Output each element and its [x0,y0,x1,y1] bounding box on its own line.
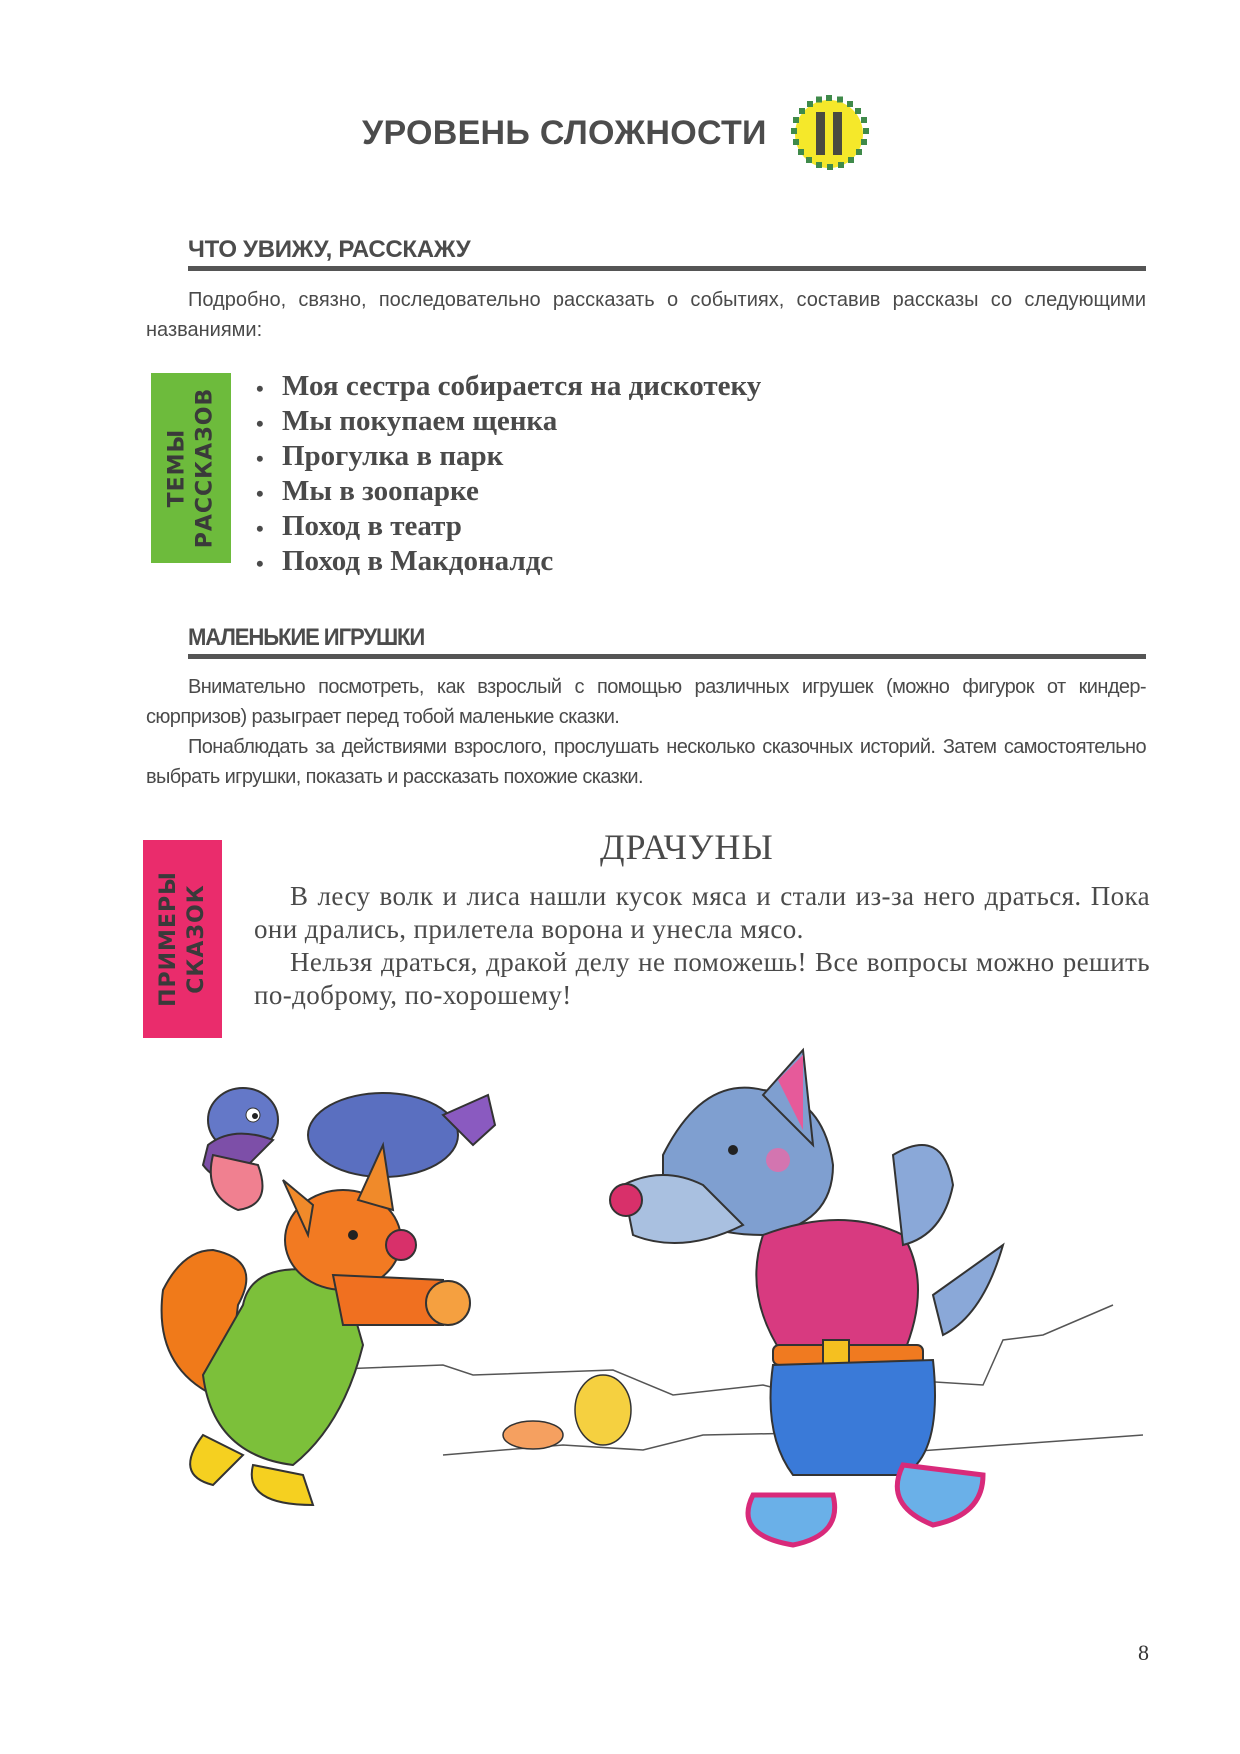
bullet-icon: • [256,375,264,401]
list-item [256,545,761,580]
side-tab-story-topics [151,373,231,563]
crow-fox-wolf-illustration-icon [143,1035,1143,1615]
side-tab-line1: ТЕМЫ [164,428,189,508]
story-topics-list [256,370,761,581]
level-two-badge-icon [779,95,879,195]
story-illustration [143,1035,1143,1615]
side-tab-line2: РАССКАЗОВ [192,387,217,549]
section1-intro [146,285,1146,345]
topic-text: Моя сестра собирается на дискотеку [282,370,762,402]
story-text [254,880,1150,1012]
side-tab-label [155,871,211,1007]
paragraph: Нельзя драться, дракой делу не поможешь! Все вопросы можно решить по-доброму, по-хорошему! [254,947,1150,1010]
section-heading-small-toys [188,624,1146,659]
bullet-icon: • [256,551,264,577]
topic-text: Поход в театр [282,510,462,543]
topic-text: Поход в Макдоналдс [282,545,554,578]
section-heading-what-i-see [188,236,1146,271]
paragraph: Внимательно посмотреть, как взрослый с помощью различных игрушек (можно фигурок от киндер-сюрпризов) разыграет перед тобой маленькие сказки. [146,676,1146,728]
fox [162,1145,470,1505]
wolf [610,1050,1003,1545]
story-title: ДРАЧУНЫ [600,827,774,867]
list-item [256,510,761,545]
list-item [256,405,761,440]
list-item [256,370,761,405]
bullet-icon: • [256,480,264,506]
bullet-icon: • [256,445,264,471]
page-number: 8 [1138,1640,1149,1665]
side-tab-tale-examples [143,840,222,1038]
level-badge [779,95,879,195]
paragraph: Подробно, связно, последовательно рассказать о событиях, составив рассказы со следующими названиями: [146,289,1146,341]
topic-text: Прогулка в парк [282,440,504,473]
bullet-icon: • [256,410,264,436]
section-heading-text: МАЛЕНЬКИЕ ИГРУШКИ [188,624,425,651]
bullet-icon: • [256,515,264,541]
topic-text: Мы покупаем щенка [282,405,558,438]
level-title: УРОВЕНЬ СЛОЖНОСТИ [362,114,767,152]
paragraph: В лесу волк и лиса нашли кусок мяса и стали из-за него драться. Пока они дрались, прилетела ворона и унесла мясо. [254,881,1150,944]
side-tab-line2: СКАЗОК [183,884,209,994]
list-item [256,475,761,510]
list-item [256,440,761,475]
section2-text [146,672,1146,792]
topic-text: Мы в зоопарке [282,475,479,508]
paragraph: Понаблюдать за действиями взрослого, прослушать несколько сказочных историй. Затем самостоятельно выбрать игрушки, показать и рассказать похожие сказки. [146,736,1146,788]
section-heading-text: ЧТО УВИЖУ, РАССКАЖУ [188,236,471,263]
side-tab-label [163,388,219,549]
side-tab-line1: ПРИМЕРЫ [155,871,181,1007]
